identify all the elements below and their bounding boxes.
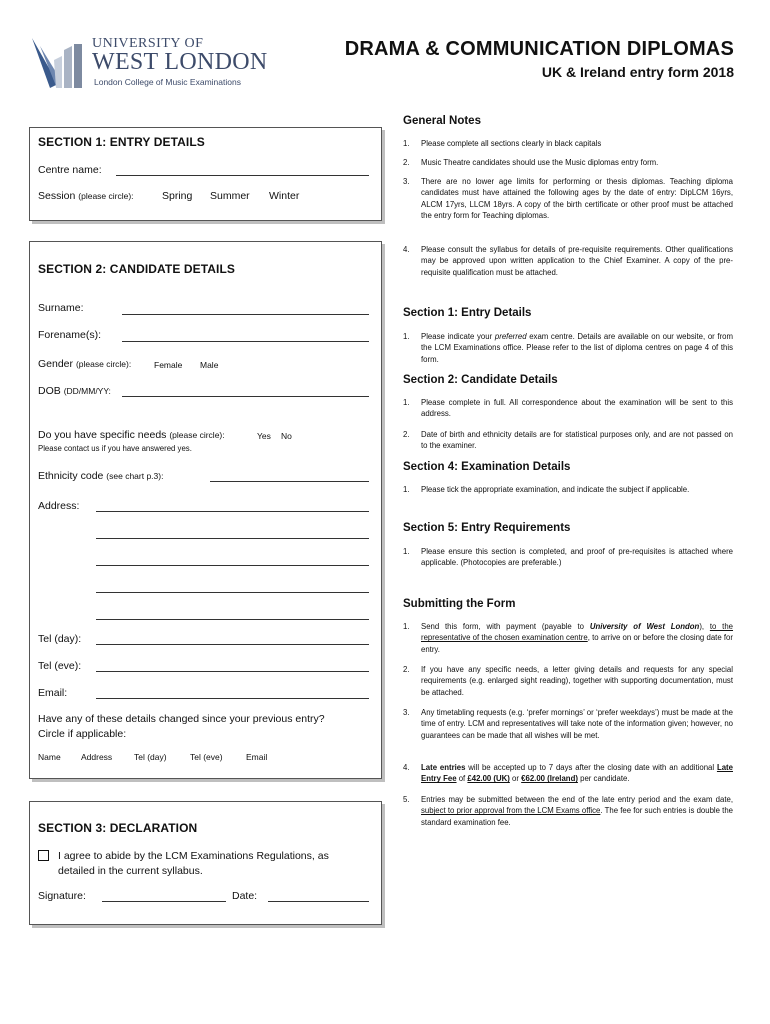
section2-heading: SECTION 2: CANDIDATE DETAILS bbox=[38, 262, 236, 276]
general-note-2: 2. Music Theatre candidates should use the Music diplomas entry form. bbox=[403, 158, 659, 167]
session-option-winter[interactable]: Winter bbox=[269, 190, 300, 202]
gender-option-female[interactable]: Female bbox=[154, 360, 183, 370]
section1-heading: SECTION 1: ENTRY DETAILS bbox=[38, 135, 205, 149]
notes-section1-item: 1. Please indicate your preferred exam centre. Details are available on our website, or from the LCM Examinations office. Please refer to the list of diploma centres on page 4 of this form. bbox=[403, 332, 734, 364]
needs-option-yes[interactable]: Yes bbox=[257, 431, 271, 441]
address-line-2[interactable] bbox=[96, 538, 369, 539]
tel-eve-field[interactable] bbox=[96, 671, 369, 672]
wing-logo-icon bbox=[30, 36, 86, 92]
email-field[interactable] bbox=[96, 698, 369, 699]
general-note-1: 1. Please complete all sections clearly in black capitals bbox=[403, 139, 602, 148]
submitting-item-2: 2. If you have any specific needs, a letter giving details and requests for any special requirements (e.g. enlarged sight reading), together with supporting documentation, must be attached. bbox=[403, 665, 733, 697]
changed-circle-hint: Circle if applicable: bbox=[38, 728, 127, 740]
section3-declaration-box bbox=[29, 801, 382, 925]
date-label: Date: bbox=[232, 890, 258, 902]
notes-section2-heading: Section 2: Candidate Details bbox=[403, 374, 558, 386]
needs-note: Please contact us if you have answered yes. bbox=[38, 444, 192, 453]
changed-option-address[interactable]: Address bbox=[81, 752, 113, 762]
address-line-5[interactable] bbox=[96, 619, 369, 620]
address-line-3[interactable] bbox=[96, 565, 369, 566]
centre-name-field[interactable] bbox=[116, 175, 369, 176]
session-label: Session (please circle): bbox=[38, 190, 134, 202]
notes-section5-item: 1. Please ensure this section is completed, and proof of pre-requisites is attached where applicable. (Photocopies are preferable.) bbox=[403, 547, 733, 568]
forenames-label: Forename(s): bbox=[38, 329, 102, 341]
specific-needs-label: Do you have specific needs (please circle): bbox=[38, 429, 225, 441]
general-note-4: 4. Please consult the syllabus for details of pre-requisite requirements. Other qualifications may be approved upon written application to the Chief Examiner. A copy of the pre-requisite qualification must be attached. bbox=[403, 245, 733, 277]
submitting-item-4: 4. Late entries will be accepted up to 7 days after the closing date with an additional Late Entry Fee of £42.00 (UK) or €62.00 (Ireland) per candidate. bbox=[403, 763, 733, 784]
email-label: Email: bbox=[38, 687, 68, 699]
agree-checkbox[interactable] bbox=[38, 850, 49, 861]
centre-name-label: Centre name: bbox=[38, 164, 102, 176]
changed-option-email[interactable]: Email bbox=[246, 752, 268, 762]
tel-day-label: Tel (day): bbox=[38, 633, 82, 645]
ethnicity-label: Ethnicity code (see chart p.3): bbox=[38, 470, 164, 482]
agree-text-line1: I agree to abide by the LCM Examinations Regulations, as bbox=[58, 850, 329, 862]
submitting-item-1: 1. Send this form, with payment (payable to University of West London), to the representative of the chosen examination centre, to arrive on or before the closing date for entry. bbox=[403, 622, 734, 654]
tel-eve-label: Tel (eve): bbox=[38, 660, 82, 672]
page-title: DRAMA & COMMUNICATION DIPLOMAS bbox=[344, 38, 734, 60]
gender-option-male[interactable]: Male bbox=[200, 360, 219, 370]
signature-field[interactable] bbox=[102, 901, 226, 902]
section2-candidate-details-box bbox=[29, 241, 382, 779]
page-subtitle: UK & Ireland entry form 2018 bbox=[541, 64, 734, 80]
submitting-item-3: 3. Any timetabling requests (e.g. ‘prefer mornings’ or ‘prefer weekdays’) must be made at the time of entry. LCM and representatives will take note of the information given; however, no guarantees can be made that all wishes will be met. bbox=[403, 708, 733, 740]
address-label: Address: bbox=[38, 500, 80, 512]
section1-entry-details-box bbox=[29, 127, 382, 221]
general-note-3: 3. There are no lower age limits for performing or thesis diplomas. Teaching diploma candidates must have attained the following ages by the date of entry: DipLCM 16yrs, ALCM 17yrs, LLCM 18yrs. A copy of the birth certificate or other proof must be attached the entry form for Teaching diplomas. bbox=[403, 177, 733, 220]
gender-label: Gender (please circle): bbox=[38, 358, 132, 370]
notes-section4-item: 1. Please tick the appropriate examination, and indicate the subject if applicable. bbox=[403, 485, 690, 494]
signature-label: Signature: bbox=[38, 890, 86, 902]
changed-question: Have any of these details changed since your previous entry? bbox=[38, 713, 325, 725]
notes-section2-item-1: 1. Please complete in full. All correspondence about the examination will be sent to this address. bbox=[403, 398, 733, 419]
changed-option-tel-eve[interactable]: Tel (eve) bbox=[190, 752, 223, 762]
submitting-item-5: 5. Entries may be submitted between the end of the late entry period and the exam date, subject to prior approval from the LCM Exams office. The fee for such entries is double the standard examination fee. bbox=[403, 795, 733, 827]
forenames-field[interactable] bbox=[122, 341, 369, 342]
date-field[interactable] bbox=[268, 901, 369, 902]
dob-field[interactable] bbox=[122, 396, 369, 397]
session-option-spring[interactable]: Spring bbox=[162, 190, 193, 202]
ethnicity-field[interactable] bbox=[210, 481, 369, 482]
notes-section1-heading: Section 1: Entry Details bbox=[403, 307, 532, 319]
surname-field[interactable] bbox=[122, 314, 369, 315]
university-logo bbox=[30, 36, 300, 94]
logo-text-line3: London College of Music Examinations bbox=[94, 77, 241, 87]
needs-option-no[interactable]: No bbox=[281, 431, 292, 441]
submitting-heading: Submitting the Form bbox=[403, 598, 516, 610]
agree-text-line2: detailed in the current syllabus. bbox=[58, 865, 203, 877]
section3-heading: SECTION 3: DECLARATION bbox=[38, 821, 198, 835]
dob-label: DOB (DD/MM/YY: bbox=[38, 385, 111, 397]
tel-day-field[interactable] bbox=[96, 644, 369, 645]
logo-text-line1: UNIVERSITY OF bbox=[92, 36, 204, 51]
address-line-1[interactable] bbox=[96, 511, 369, 512]
changed-option-name[interactable]: Name bbox=[38, 752, 61, 762]
surname-label: Surname: bbox=[38, 302, 84, 314]
session-option-summer[interactable]: Summer bbox=[210, 190, 250, 202]
changed-option-tel-day[interactable]: Tel (day) bbox=[134, 752, 167, 762]
notes-section4-heading: Section 4: Examination Details bbox=[403, 461, 571, 473]
address-line-4[interactable] bbox=[96, 592, 369, 593]
notes-section2-item-2: 2. Date of birth and ethnicity details are for statistical purposes only, and are not passed on to the examiner. bbox=[403, 430, 733, 451]
notes-section5-heading: Section 5: Entry Requirements bbox=[403, 522, 571, 534]
general-notes-heading: General Notes bbox=[403, 115, 481, 127]
logo-text-line2: WEST LONDON bbox=[92, 49, 268, 75]
